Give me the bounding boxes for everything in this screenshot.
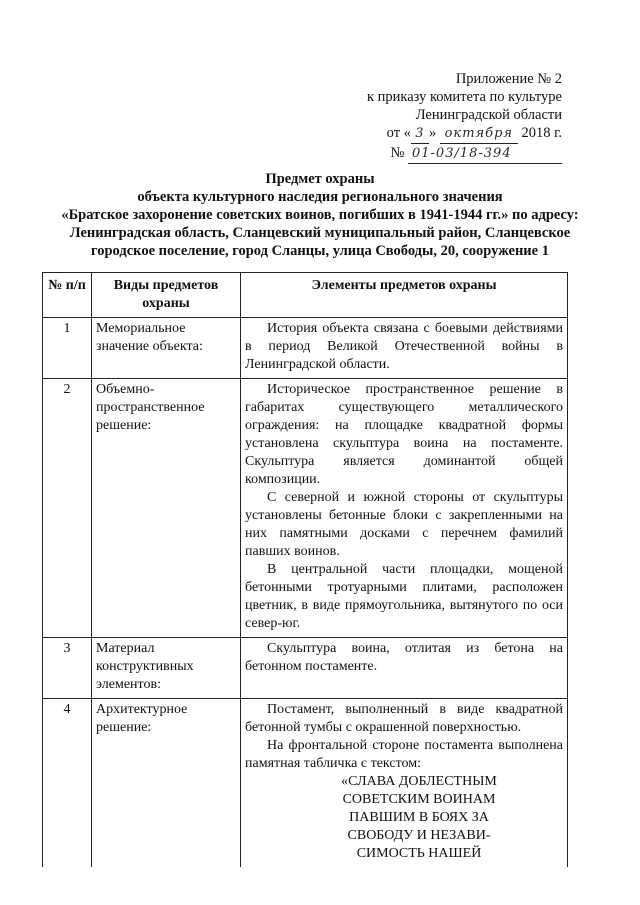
appendix-date [332, 124, 562, 144]
row-4-kind: Архитектурное решение: [92, 699, 241, 868]
row-3-num: 3 [43, 638, 92, 699]
row-4-elements [241, 699, 568, 868]
appendix-region: Ленинградской области [415, 107, 562, 123]
title-line-1: объекта культурного наследия регионального значения [137, 189, 503, 205]
table-header-row [43, 273, 568, 318]
row-1-kind: Мемориальное значение объекта: [92, 318, 241, 379]
number-prefix: № [390, 145, 405, 161]
row-4-paragraph-2: На фронтальной стороне постамента выполнена памятная табличка с текстом: [245, 738, 563, 771]
title-line-2: «Братское захоронение советских воинов, погибших в 1941-1944 гг.» по адресу: [61, 207, 579, 223]
appendix-order-ref: к приказу комитета по культуре [366, 89, 562, 105]
row-1-elements [241, 318, 568, 379]
number-handwritten: 01-03/18-394 [408, 145, 562, 164]
row-2-kind: Объемно-пространственное решение: [92, 379, 241, 638]
document-title [40, 170, 600, 260]
date-prefix: от « [386, 125, 411, 141]
row-2-num: 2 [43, 379, 92, 638]
date-mid: » [428, 125, 437, 141]
inscription-line-5: СИМОСТЬ НАШЕЙ [356, 846, 482, 861]
appendix-number [332, 144, 562, 164]
inscription-line-3: ПАВШИМ В БОЯХ ЗА [349, 810, 489, 825]
table-row [43, 699, 568, 868]
plaque-inscription [245, 773, 563, 863]
header-elements: Элементы предметов охраны [241, 273, 568, 318]
row-3-elements [241, 638, 568, 699]
appendix-title: Приложение № 2 [455, 71, 562, 87]
date-day-handwritten: 3 [411, 125, 429, 144]
title-heading: Предмет охраны [265, 171, 375, 187]
inscription-line-1: «СЛАВА ДОБЛЕСТНЫМ [341, 774, 497, 789]
date-month-handwritten: октября [440, 125, 518, 144]
row-2-paragraph-3: В центральной части площадки, мощеной бетонными тротуарными плитами, расположен цветник, в виде прямоугольника, вытянутого по оси север-юг. [245, 562, 563, 631]
appendix-header [332, 70, 562, 164]
date-year: 2018 г. [521, 125, 562, 141]
row-2-paragraph-2: С северной и южной стороны от скульптуры установлены бетонные блоки с закрепленными на них памятными досками с перечнем фамилий павших воинов. [245, 490, 563, 559]
inscription-line-2: СОВЕТСКИМ ВОИНАМ [342, 792, 496, 807]
table-row [43, 638, 568, 699]
row-4-paragraph-1: Постамент, выполненный в виде квадратной бетонной тумбы с окрашенной поверхностью. [245, 702, 563, 735]
row-1-num: 1 [43, 318, 92, 379]
protection-table [42, 272, 568, 867]
row-3-paragraph: Скульптура воина, отлитая из бетона на бетонном постаменте. [245, 641, 563, 674]
row-2-elements [241, 379, 568, 638]
row-3-kind: Материал конструктивных элементов: [92, 638, 241, 699]
header-kind: Виды предметов охраны [92, 273, 241, 318]
table-row [43, 318, 568, 379]
row-1-paragraph: История объекта связана с боевыми действиями в период Великой Отечественной войны в Ленинградской области. [245, 321, 563, 372]
table-row [43, 379, 568, 638]
inscription-line-4: СВОБОДУ И НЕЗАВИ- [347, 828, 491, 843]
title-line-3: Ленинградская область, Сланцевский муниципальный район, Сланцевское [69, 225, 571, 241]
row-2-paragraph-1: Историческое пространственное решение в габаритах существующего металлического ограждения: на площадке квадратной формы установлена скульптура воина на постаменте. Скульптура является доминантой общей композиции. [245, 382, 563, 487]
row-4-num: 4 [43, 699, 92, 868]
title-line-4: городское поселение, город Сланцы, улица Свободы, 20, сооружение 1 [91, 243, 549, 259]
header-num: № п/п [43, 273, 92, 318]
